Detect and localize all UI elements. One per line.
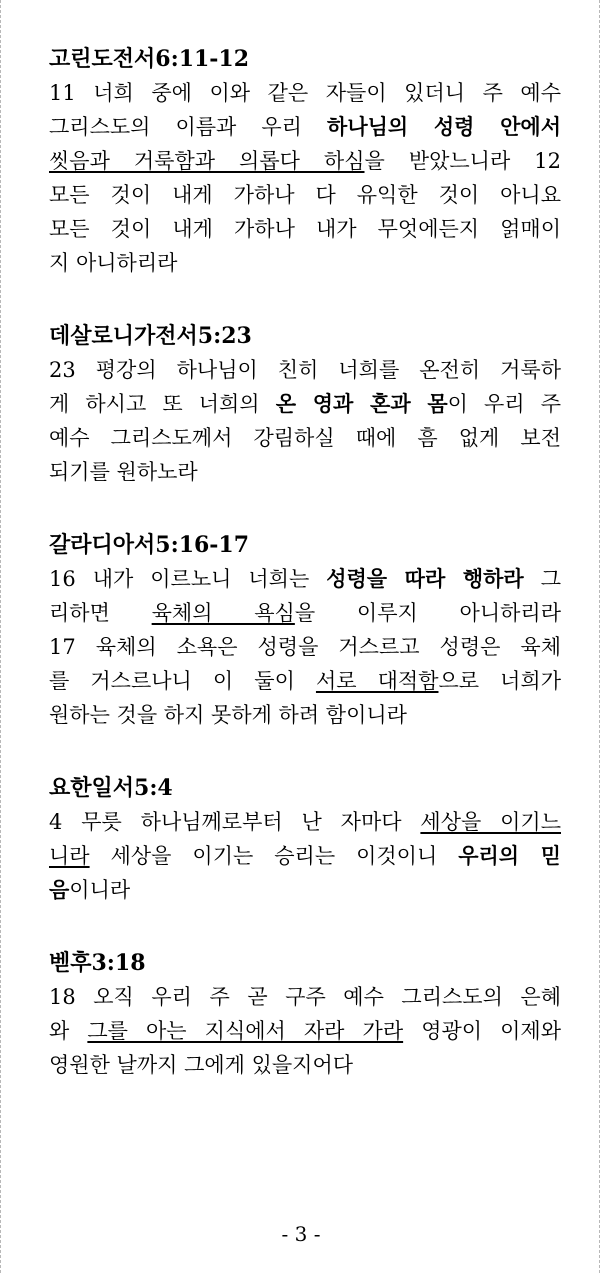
verse-line [49, 1048, 561, 1082]
verse-section [49, 946, 561, 1082]
emphasized-text: 온 영과 혼과 몸 [275, 391, 448, 416]
verse-line [49, 246, 561, 280]
verse-text: 18 오직 우리 주 곧 구주 예수 그리스도의 은혜 [49, 985, 561, 1009]
emphasized-text: 우리의 믿 [458, 843, 561, 868]
verse-line [49, 455, 561, 489]
verse-text: 영광이 이제와 [403, 1019, 561, 1043]
verse-text: 이 우리 주 [447, 392, 561, 416]
verse-reference: 벧후3:18 [49, 950, 146, 976]
verse-text: 11 너희 중에 이와 같은 자들이 있더니 주 예수 [49, 81, 561, 105]
verse-text: 예수 그리스도께서 강림하실 때에 흠 없게 보전 [49, 426, 561, 450]
verse-text: 16 내가 이르노니 너희는 [49, 567, 327, 591]
verse-text: 를 거스르나니 이 둘이 [49, 669, 316, 693]
underlined-text: 세상을 이기느 [420, 810, 561, 834]
verse-line [49, 698, 561, 732]
verse-line [49, 873, 561, 907]
verse-line [49, 980, 561, 1014]
verse-line [49, 178, 561, 212]
verse-text: 모든 것이 내게 가하나 다 유익한 것이 아니요 [49, 183, 561, 207]
document-body [49, 42, 561, 1121]
verse-reference: 요한일서5:4 [49, 775, 173, 801]
verse-section [49, 771, 561, 907]
underlined-text: 니라 [49, 844, 90, 868]
verse-text: 그 [523, 567, 561, 591]
verse-text: 지 아니하리라 [49, 251, 178, 275]
emphasized-text: 성령을 따라 행하라 [326, 566, 524, 591]
verse-line [49, 387, 561, 421]
verse-text: 원하는 것을 하지 못하게 하려 함이니라 [49, 703, 407, 727]
underlined-text: 서로 대적함 [315, 669, 439, 693]
verse-line [49, 630, 561, 664]
verse-line [49, 1014, 561, 1048]
verse-text: 와 [49, 1019, 88, 1043]
verse-text: 이니라 [69, 878, 131, 902]
verse-line [49, 353, 561, 387]
verse-text: 게 하시고 또 너희의 [49, 392, 276, 416]
emphasized-text: 음 [49, 877, 70, 902]
verse-line [49, 596, 561, 630]
verse-text: 으로 너희가 [438, 669, 562, 693]
verse-text: 을 이루지 아니하리라 [294, 601, 561, 625]
verse-text: 17 육체의 소욕은 성령을 거스르고 성령은 육체 [49, 635, 561, 659]
verse-reference: 갈라디아서5:16-17 [49, 532, 250, 558]
verse-text: 23 평강의 하나님이 친히 너희를 온전히 거룩하 [49, 358, 561, 382]
verse-section [49, 319, 561, 489]
verse-text: 을 받았느니라 12 [364, 149, 561, 173]
verse-section [49, 42, 561, 280]
verse-line [49, 664, 561, 698]
verse-section [49, 528, 561, 732]
emphasized-text: 하나님의 성령 안에서 [327, 114, 561, 139]
verse-text: 영원한 날까지 그에게 있을지어다 [49, 1053, 354, 1077]
verse-text: 모든 것이 내게 가하나 내가 무엇에든지 얽매이 [49, 217, 561, 241]
underlined-text: 육체의 욕심 [151, 601, 295, 625]
verse-line [49, 421, 561, 455]
underlined-text: 씻음과 거룩함과 의롭다 하심 [49, 149, 365, 173]
verse-reference: 고린도전서6:11-12 [49, 46, 250, 72]
verse-line [49, 110, 561, 144]
underlined-text: 그를 아는 지식에서 자라 가라 [87, 1019, 404, 1043]
verse-text: 4 무릇 하나님께로부터 난 자마다 [49, 810, 421, 834]
page-number: - 3 - [281, 1222, 321, 1246]
verse-text: 되기를 원하노라 [49, 460, 198, 484]
verse-line [49, 805, 561, 839]
verse-line [49, 212, 561, 246]
verse-reference: 데살로니가전서5:23 [49, 323, 252, 349]
verse-line [49, 144, 561, 178]
verse-line [49, 562, 561, 596]
verse-line [49, 76, 561, 110]
verse-line [49, 839, 561, 873]
verse-text: 리하면 [49, 601, 152, 625]
verse-text: 세상을 이기는 승리는 이것이니 [89, 844, 459, 868]
verse-text: 그리스도의 이름과 우리 [49, 115, 328, 139]
